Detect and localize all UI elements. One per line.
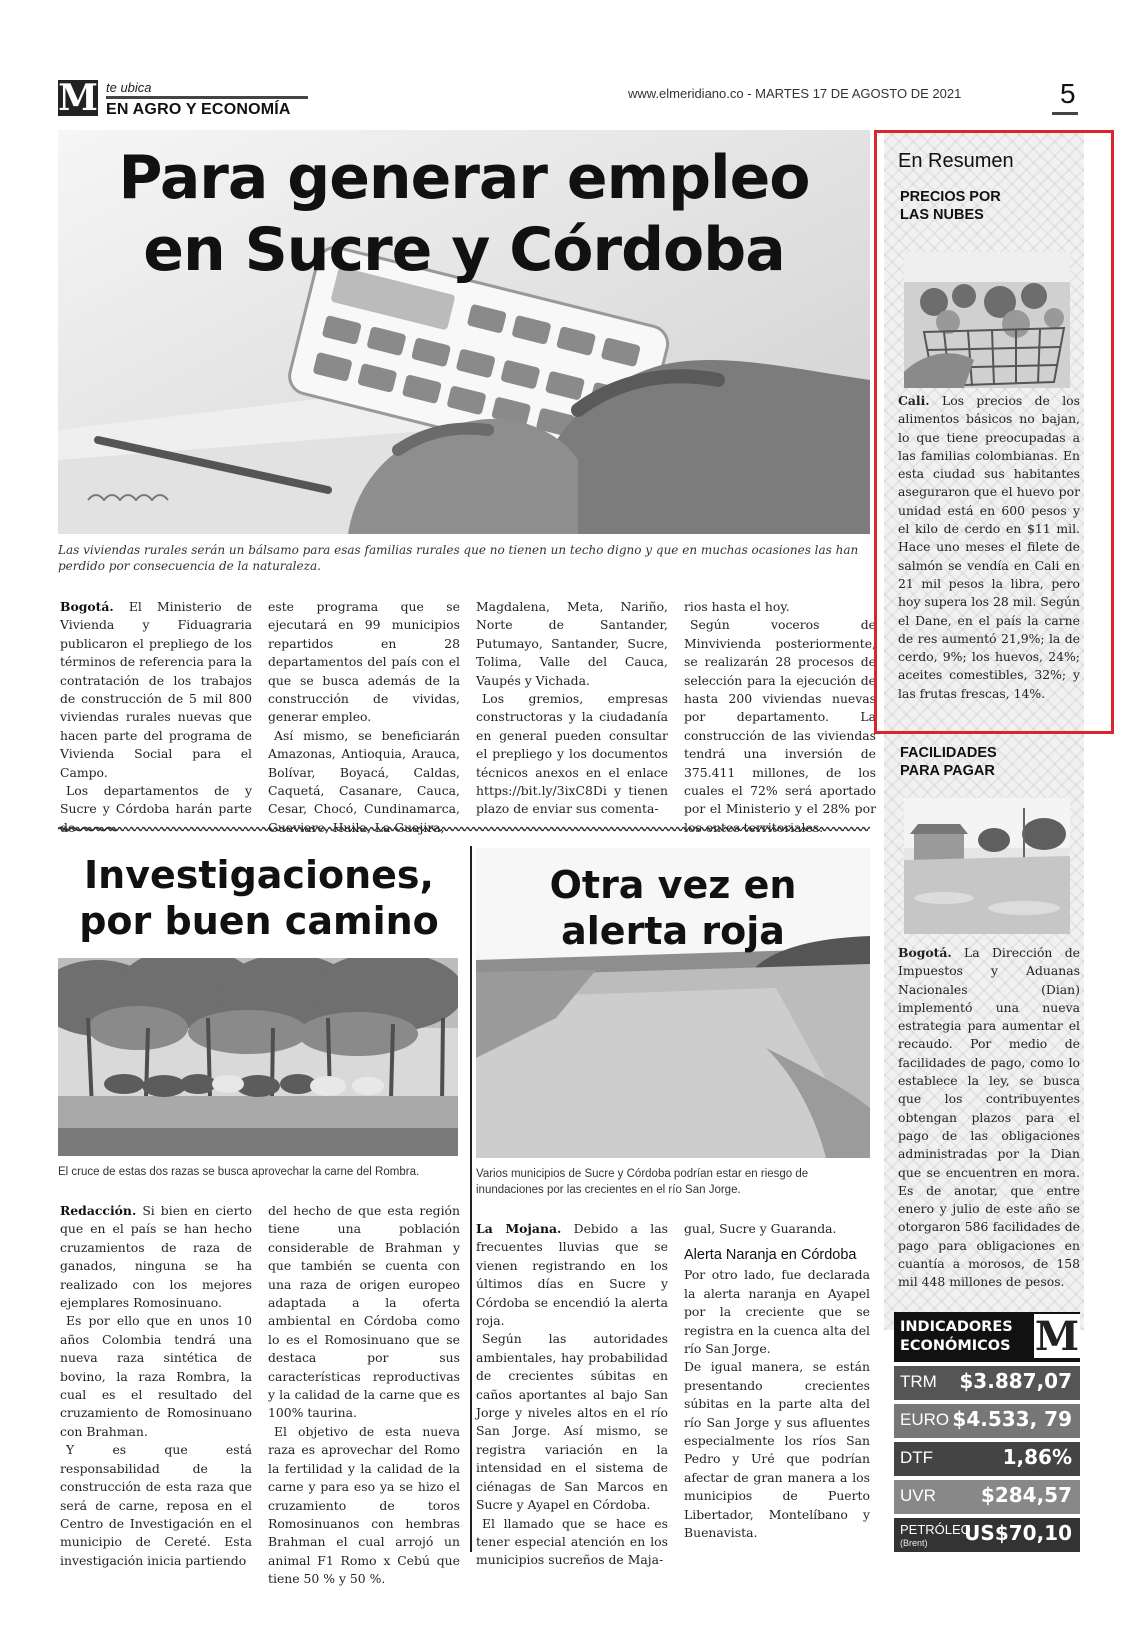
main-story-paragraph: Los departamentos de y Sucre y Córdoba harán parte — [60, 783, 252, 817]
column-divider — [470, 846, 472, 1552]
sidebar-item2-heading-line-2: PARA PAGAR — [900, 763, 995, 779]
section-tagline: te ubica — [106, 80, 152, 95]
story2-dateline: La Mojana. — [476, 1221, 562, 1236]
sidebar-item2-heading — [900, 744, 997, 780]
main-story-dateline: Bogotá. — [60, 599, 114, 614]
page-number-rule — [1052, 112, 1078, 115]
indicator-row-euro — [894, 1404, 1080, 1438]
indicator-label: TRM — [900, 1372, 937, 1391]
story1-column-2 — [268, 1202, 460, 1589]
story1-photo-caption: El cruce de estas dos razas se busca aprovechar la carne del Rombra. — [58, 1166, 420, 1178]
indicator-value: $4.533, 79 — [952, 1407, 1072, 1431]
indicator-value: US$70,10 — [964, 1521, 1072, 1545]
main-story-paragraph: Según voceros de Minvivienda posteriormente, se realizarán 28 procesos de selección para la ejecución de hasta 200 viviendas nuevas por departamento. La construcción de las viviendas tendrá una inversión de 375.411 millones, de los cuales el 72% será aportado por el Ministerio y el 28% por — [684, 617, 876, 817]
story2-headline — [476, 862, 870, 954]
indicator-row-uvr — [894, 1480, 1080, 1514]
main-story-paragraph: Magdalena, Meta, Nariño, Norte de Santander, Putumayo, Santander, Sucre, Tolima, Valle del Cauca, Vaupés y Vichada. — [476, 599, 668, 688]
indicator-row-trm — [894, 1366, 1080, 1400]
newspaper-logo: M — [58, 77, 98, 119]
story1-dateline: Redacción. — [60, 1203, 137, 1218]
story2-paragraph: El llamado que se hace es tener especial atención en los municipios sucreños de Maja- — [476, 1515, 668, 1568]
indicators-title-line-2: ECONÓMICOS — [900, 1338, 1011, 1354]
indicator-row-petroleo — [894, 1518, 1080, 1552]
indicator-label: UVR — [900, 1486, 936, 1505]
story2-paragraph: Por otro lado, fue declarada la alerta naranja en Ayapel por la creciente que se registra en la cuenca alta del río San Jorge. — [684, 1267, 870, 1357]
story2-headline-line-2: alerta roja — [561, 909, 785, 953]
sidebar-item1-photo — [904, 252, 1070, 388]
sidebar-item2-text — [898, 944, 1080, 1292]
story2-paragraph: Debido a las frecuentes lluvias que se vienen registrando en los últimos días en Sucre y Córdoba se encendió la alerta roja. — [476, 1221, 668, 1329]
sidebar-item2-photo — [904, 798, 1070, 934]
main-story-paragraph: Los gremios, empresas constructoras y la ciudadanía en general pueden consultar el prepliego y los documentos técnicos anexos en el enlace https://bit.ly/3ixC8Di y tienen plazo de enviar sus comenta- — [476, 691, 668, 817]
indicator-value: $284,57 — [980, 1483, 1072, 1507]
indicator-label: DTF — [900, 1448, 934, 1467]
sidebar-item2-heading-line-1: FACILIDADES — [900, 745, 997, 761]
main-story-column-3 — [476, 598, 668, 819]
story2-photo-caption: Varios municipios de Sucre y Córdoba podrían estar en riesgo de inundaciones por las crecientes en el río San Jorge. — [476, 1168, 809, 1196]
story1-paragraph: Es por ello que en unos 10 años Colombia tendrá una nueva raza sintética de bovino, la raza Rombra, la cual es el resultado del cruzamiento de Romosinuano con Brahman. — [60, 1313, 252, 1439]
story1-cattle-photo — [58, 958, 458, 1156]
section-name: EN AGRO Y ECONOMÍA — [106, 101, 291, 118]
main-story-column-4 — [684, 598, 876, 837]
indicator-value: $3.887,07 — [959, 1369, 1072, 1393]
story2-subheading: Alerta Naranja en Córdoba — [684, 1247, 857, 1264]
story2-column-2 — [684, 1220, 870, 1543]
story1-paragraph: Si bien en cierto que en el país se han hecho cruzamientos de raza de ganados, ninguna se ha realizado con los mejores ejemplares Romosinuano. — [60, 1203, 252, 1311]
indicator-row-dtf — [894, 1442, 1080, 1476]
sidebar-item2-body: La Dirección de Impuestos y Aduanas Nacionales (Dian) implementó una nueva estrategia para aumentar el recaudo. Por medio de facilidades de pago, como lo establece la ley, se busca que los contribuyentes obtengan plazos para el pago de las obligaciones administradas por la Dian que se encuentren en mora. Es de anotar, que entre enero y julio de este año se otorgaron 586 facilidades de pago para obligaciones en cuantía a morosos, de 158 mil 448 millones de pesos. — [898, 945, 1080, 1290]
indicator-value: 1,86% — [1002, 1445, 1072, 1469]
story2-headline-line-1: Otra vez en — [549, 863, 797, 907]
story1-headline — [58, 852, 460, 944]
main-story-paragraph: este programa que se ejecutará en 99 municipios repartidos en 28 departamentos del país con el que se busca además de la construcción de vividas, generar empleo. — [268, 599, 460, 725]
story2-paragraph: De igual manera, se están presentando crecientes súbitas en la parte alta del río San Jorge y sus afluentes especialmente los ríos San Pedro y Uré que podrían afectar de gran manera a los municipios de Puerto Libertador, Montelíbano y Buenavista. — [684, 1359, 870, 1541]
main-headline-line-2: en Sucre y Córdoba — [143, 215, 785, 285]
main-photo-caption: Las viviendas rurales serán un bálsamo para esas familias rurales que no tienen un techo digno y que en muchas ocasiones las han perdido por consecuencia de la naturaleza. — [58, 543, 859, 573]
sidebar-item1-dateline: Cali. — [898, 393, 930, 408]
sidebar-item1-heading — [900, 188, 1001, 224]
sidebar-item1-heading-line-1: PRECIOS POR — [900, 189, 1001, 205]
sidebar-item1-body: Los precios de los alimentos básicos no bajan, lo que tiene preocupadas a las familias colombianas. En esta ciudad sus habitantes aseguraron que el huevo por unidad está en 600 pesos y el kilo de cerdo en $11 mil. Hace uno meses el filete de salmón se vendía en Cali en 21 mil pesos la libra, pero hoy supera los 28 mil. Según el Dane, en el país la carne de res aumentó 21,9%; la de cerdo, 9%; los huevos, 24%; aceites comestibles, 32%; y las frutas frescas, 14%. — [898, 393, 1080, 701]
story1-paragraph: El objetivo de esta nueva raza es aprovechar del Romo la fertilidad y la calidad de la carne y para eso ya se hizo el cruzamiento de toros Romosinuanos con hembras Brahman el cual arrojó un animal F1 Romo x Cebú que tiene 50 % y 50 %. — [268, 1423, 460, 1587]
main-story-paragraph: El Ministerio de Vivienda y Fiduagraria publicaron el prepliego de los términos de referencia para la contratación de los trabajos de construcción de 5 mil 800 viviendas rurales nuevas que hacen parte del programa de Vivienda Social para el Campo. — [60, 599, 252, 780]
sidebar-item1-heading-line-2: LAS NUBES — [900, 207, 984, 223]
indicator-label: PETRÓLEO — [900, 1522, 971, 1537]
indicator-sublabel: (Brent) — [900, 1538, 928, 1548]
indicators-title — [900, 1318, 1013, 1356]
main-headline — [58, 142, 870, 286]
main-story-column-1 — [60, 598, 252, 837]
story1-headline-line-1: Investigaciones, — [84, 853, 434, 897]
story2-paragraph: Según las autoridades ambientales, hay probabilidad de crecientes súbitas en caños aportantes al bajo San Jorge y niveles altos en el río San Jorge. Así mismo, se registra variación en la intensidad en el sistema de ciénagas de San Marcos en Sucre y Ayapel en Córdoba. — [476, 1331, 668, 1513]
indicators-logo: M — [1034, 1313, 1080, 1360]
story2-paragraph: gual, Sucre y Guaranda. — [684, 1221, 837, 1236]
story2-column-1 — [476, 1220, 668, 1570]
section-divider — [58, 826, 870, 832]
story1-column-1 — [60, 1202, 252, 1570]
story1-paragraph: del hecho de que esta región tiene una población considerable de Brahman y que también se cuenta con una raza de origen europeo adaptada a la oferta ambiental en Córdoba como lo es el Romosinuano que se destaca por sus características reproductivas y la calidad de la carne que es 100% taurina. — [268, 1203, 460, 1421]
indicator-label: EURO — [900, 1410, 950, 1429]
indicators-title-line-1: INDICADORES — [900, 1319, 1013, 1335]
main-story-column-2 — [268, 598, 460, 837]
section-rule — [106, 96, 308, 99]
sidebar-item1-text — [898, 392, 1080, 703]
main-story-paragraph: rios hasta el hoy. — [684, 599, 790, 614]
main-headline-line-1: Para generar empleo — [118, 143, 810, 213]
story1-paragraph: Y es que está responsabilidad de la construcción de esta raza que será de carne, reposa en el Centro de Investigación en el municipio de Cereté. Esta investigación inicia partiendo — [60, 1442, 252, 1568]
main-story-paragraph: Así mismo, se beneficiarán Amazonas, Antioquia, Arauca, Bolívar, Boyacá, Caldas, Caquetá, Casanare, Cauca, Cesar, Chocó, Cundinamarca, — [268, 727, 460, 817]
story1-headline-line-2: por buen camino — [79, 899, 439, 943]
page-dateline: www.elmeridiano.co - MARTES 17 DE AGOSTO DE 2021 — [628, 86, 962, 101]
page-number: 5 — [1060, 78, 1076, 109]
sidebar-item2-dateline: Bogotá. — [898, 945, 952, 960]
sidebar-title: En Resumen — [898, 150, 1014, 172]
